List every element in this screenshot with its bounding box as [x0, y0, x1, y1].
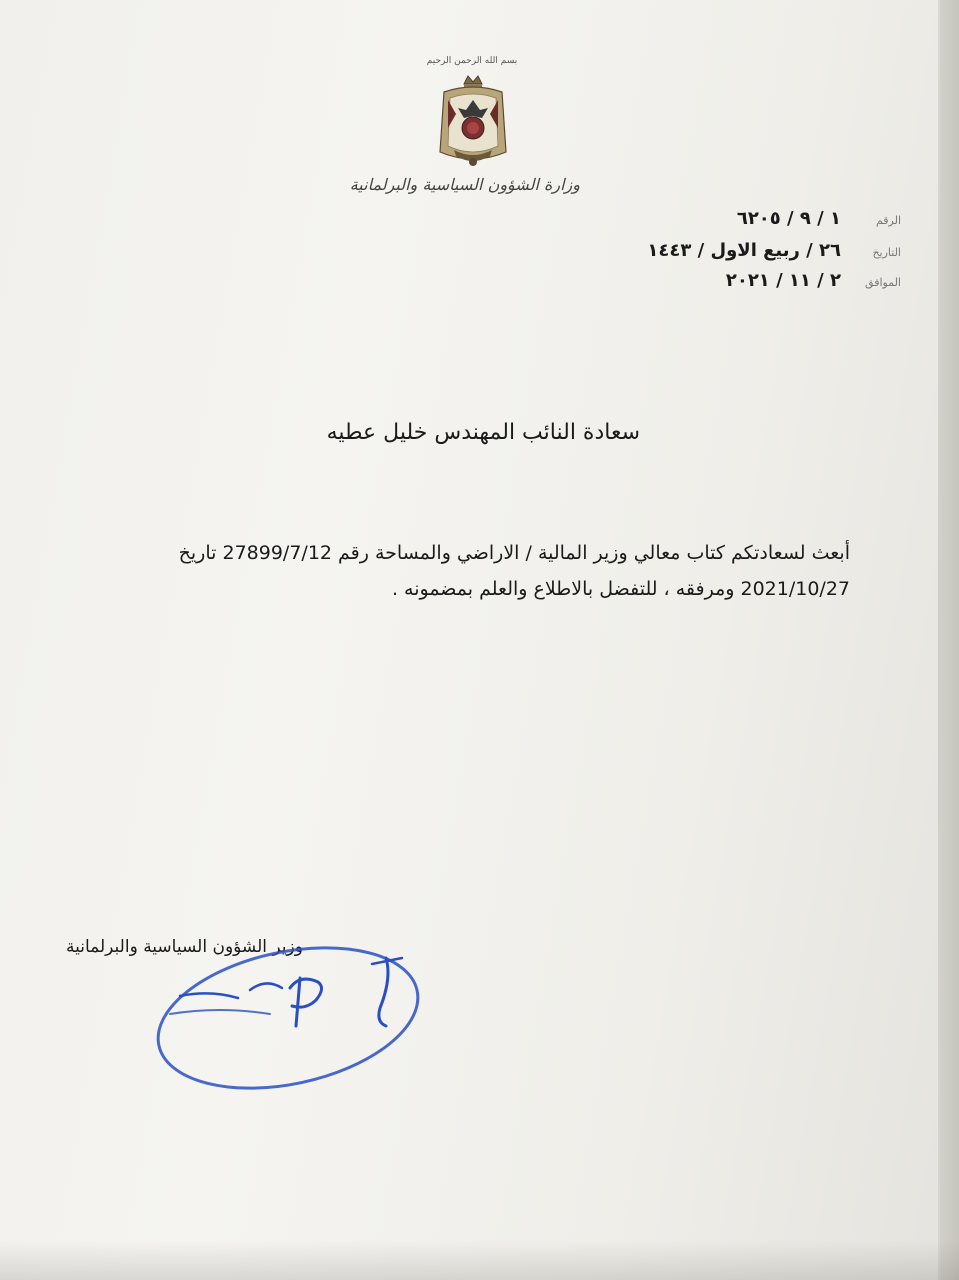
- ministry-name: وزارة الشؤون السياسية والبرلمانية: [349, 175, 580, 194]
- reference-number-label: الرقم: [875, 214, 901, 227]
- letter-body: [178, 535, 850, 615]
- reference-number-row: [581, 208, 901, 234]
- letter-body-line-1: أبعث لسعادتكم كتاب معالي وزير المالية / الاراضي والمساحة رقم 27899/7/12 تاريخ: [178, 542, 850, 564]
- recipient-line: سعادة النائب المهندس خليل عطيه: [326, 420, 640, 445]
- official-stamp: [140, 918, 430, 1103]
- basmala: بسم الله الرحمن الرحيم: [426, 56, 518, 66]
- reference-corresponding-row: [581, 270, 901, 296]
- reference-date-label: التاريخ: [872, 246, 901, 259]
- jordan-coat-of-arms-icon: [430, 70, 516, 170]
- reference-date-row: [581, 240, 901, 266]
- paper-bottom-shadow: [0, 1240, 959, 1280]
- reference-number-value: ١ / ٩ / ٦٢٠٥: [736, 208, 841, 229]
- reference-date-value: ٢٦ / ربيع الاول / ١٤٤٣: [647, 240, 841, 261]
- letter-body-line-2: 2021/10/27 ومرفقه ، للتفضل بالاطلاع والعلم بمضمونه .: [391, 578, 850, 600]
- paper-edge-shadow: [940, 0, 959, 1280]
- signer-title: وزير الشؤون السياسية والبرلمانية: [66, 937, 303, 957]
- reference-corresponding-value: ٢ / ١١ / ٢٠٢١: [725, 270, 841, 291]
- reference-corresponding-label: الموافق: [865, 276, 901, 289]
